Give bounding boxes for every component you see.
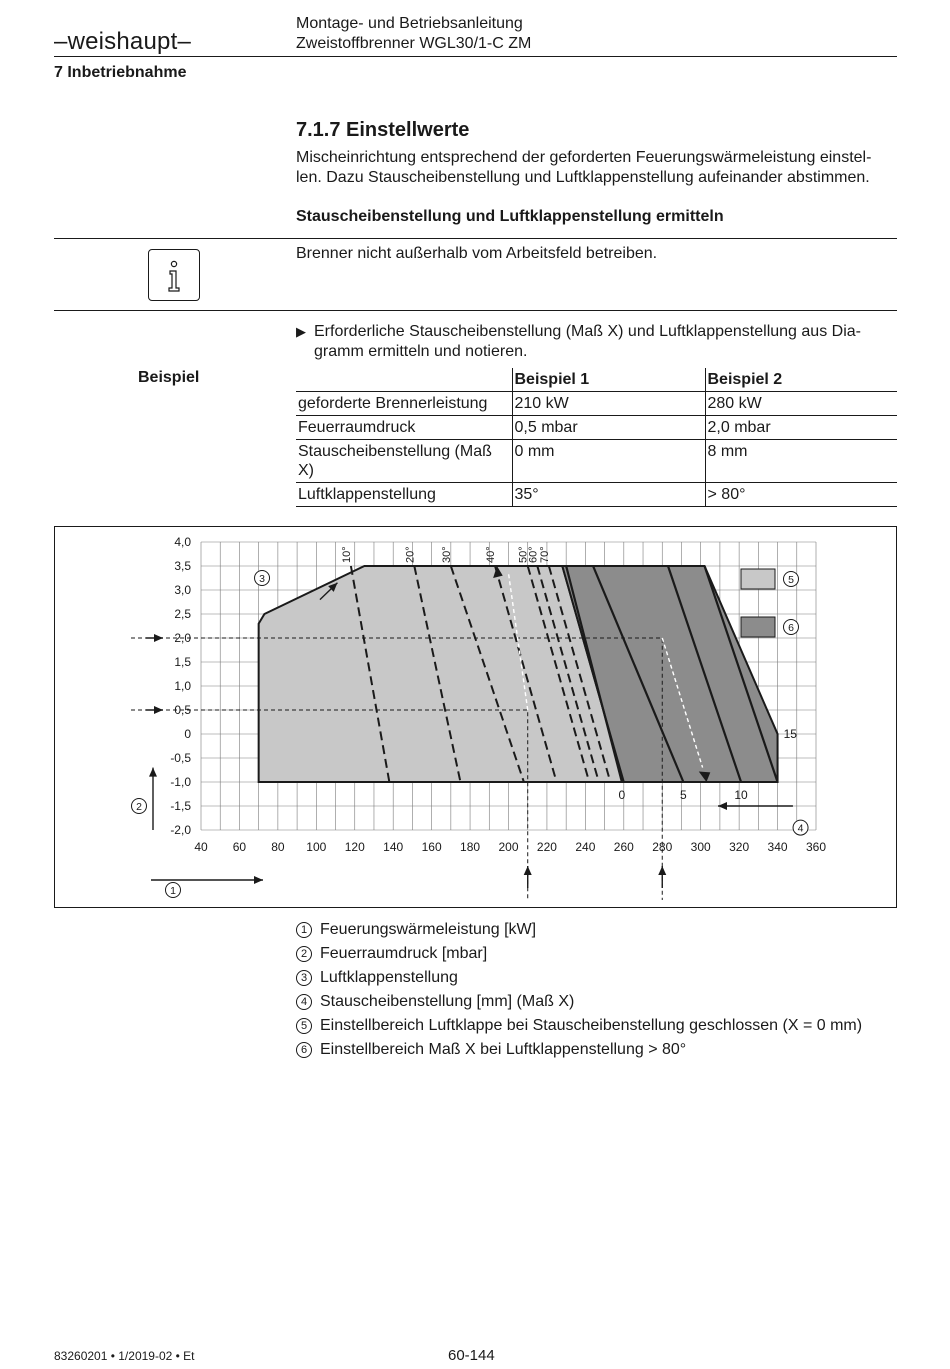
callout-number: 2 [136,801,142,813]
header-divider [54,56,897,57]
x-tick-label: 320 [729,840,750,854]
input-arrow-pressure1-head [154,706,163,714]
y-tick-label: 2,5 [174,607,191,621]
input-arrow-power2-head [658,866,666,875]
x-tick-label: 360 [805,840,827,854]
damper-angle-label: 60° [527,546,540,563]
x-tick-label: 240 [575,840,596,854]
x-tick-label: 80 [271,840,285,854]
document-title-line2: Zweistoffbrenner WGL30/1-C ZM [296,35,532,52]
callout-number: 5 [788,574,794,586]
x-tick-label: 200 [498,840,519,854]
legend-text: Einstellbereich Luftklappe bei Stauscheibenstellung geschlossen (X = 0 mm) [320,1017,863,1034]
legend-text: Einstellbereich Maß X bei Luftklappenstellung > 80° [320,1041,687,1058]
legend-item [296,966,862,990]
table-cell: 2,0 mbar [705,416,897,440]
table-cell: Stauscheibenstellung (Maß X) [298,443,492,479]
y-tick-label: 1,5 [174,655,191,669]
table-row [296,416,897,440]
table-cell: Feuerraumdruck [298,419,416,436]
working-field-chart [55,527,898,909]
input-arrow-pressure2-head [154,634,163,642]
diffuser-position-label: 10 [734,788,748,802]
y-tick-label: 0 [184,727,191,741]
table-cell: 0 mm [512,440,705,483]
x-tick-label: 40 [194,840,208,854]
input-arrow-power1-head [524,866,532,875]
legend-number: 1 [296,922,312,938]
legend-swatch [741,569,775,589]
callout-number: 4 [797,822,804,835]
legend-number: 3 [296,970,312,986]
callout-number: 6 [788,622,794,634]
table-cell: 210 kW [512,392,705,416]
y-tick-label: -2,0 [170,823,191,837]
x-tick-label: 220 [536,840,557,854]
table-cell: 35° [512,483,705,507]
callout-number: 1 [170,885,176,897]
example-label: Beispiel [138,369,200,386]
legend-swatch [741,617,775,637]
table-cell: Luftklappenstellung [298,486,436,503]
working-field-diagram [54,526,897,908]
x-tick-label: 180 [460,840,481,854]
callout-number: 3 [259,573,265,585]
table-row [296,392,897,416]
y-tick-label: 0,5 [174,703,191,717]
x-tick-label: 300 [690,840,711,854]
table-cell: 0,5 mbar [512,416,705,440]
table-cell: 8 mm [705,440,897,483]
document-title-line1: Montage- und Betriebsanleitung [296,15,523,32]
x-tick-label: 260 [613,840,634,854]
diffuser-position-label: 15 [783,727,797,741]
intro-paragraph: Mischeinrichtung entsprechend der geforderten Feuerungswärmeleistung einstel-len. Dazu Stauscheibenstellung und Luftklappenstellung aufeinander abstimmen. [296,149,872,186]
legend-number: 4 [296,994,312,1010]
legend-item [296,918,862,942]
table-header-cell [296,368,512,392]
legend-text: Luftklappenstellung [320,969,458,986]
damper-angle-label: 30° [440,546,453,563]
x-tick-label: 100 [306,840,327,854]
legend [296,918,862,1062]
instruction-step [296,322,886,362]
x-tick-label: 280 [652,840,673,854]
y-tick-label: 2,0 [174,631,191,645]
x-tick-label: 60 [232,840,247,854]
y-tick-label: -1,0 [170,775,191,789]
table-cell: geforderte Brennerleistung [298,395,488,412]
weishaupt-logo: –weishaupt– [54,28,191,55]
y-tick-label: 3,5 [174,559,191,573]
legend-item [296,990,862,1014]
y-tick-label: 3,0 [174,583,191,597]
example-table [296,368,897,507]
table-header-row [296,368,897,392]
damper-angle-label: 20° [404,546,417,563]
damper-angle-label: 10° [340,546,353,563]
legend-text: Stauscheibenstellung [mm] (Maß X) [320,993,575,1010]
section-title: 7.1.7 Einstellwerte [296,119,470,141]
info-icon [148,249,200,301]
x-tick-label: 120 [344,840,365,854]
info-rule-bottom [54,310,897,311]
y-tick-label: 4,0 [174,535,191,549]
x-axis-direction-arrow-head [254,876,263,884]
table-header-cell: Beispiel 1 [512,368,705,392]
table-row [296,440,897,483]
diffuser-position-label: 0 [618,788,626,802]
table-row [296,483,897,507]
damper-angle-label: 70° [538,546,551,563]
chapter-heading: 7 Inbetriebnahme [54,64,187,81]
subheading: Stauscheibenstellung und Luftklappenstellung ermitteln [296,208,724,225]
bullet-arrow-icon: ▶ [296,324,306,339]
y-axis-direction-arrow-head [149,768,157,777]
footer-page-number: 60-144 [448,1347,495,1364]
legend-number: 2 [296,946,312,962]
y-tick-label: -1,5 [170,799,191,813]
diffuser-direction-arrow-head [718,802,727,810]
diffuser-position-label: 5 [680,788,687,802]
table-cell: > 80° [705,483,897,507]
x-tick-label: 160 [421,840,442,854]
damper-angle-label: 40° [485,546,498,563]
info-rule-top [54,238,897,239]
x-tick-label: 340 [767,840,788,854]
table-header-cell: Beispiel 2 [705,368,897,392]
document-title [296,14,531,54]
instruction-text: Erforderliche Stauscheibenstellung (Maß X) und Luftklappenstellung aus Dia-gramm ermitteln und notieren. [314,323,861,360]
y-tick-label: -0,5 [170,751,191,765]
info-text: Brenner nicht außerhalb vom Arbeitsfeld betreiben. [296,245,658,262]
legend-item [296,942,862,966]
legend-text: Feuerungswärmeleistung [kW] [320,921,537,938]
legend-item [296,1014,862,1038]
legend-number: 6 [296,1042,312,1058]
legend-text: Feuerraumdruck [mbar] [320,945,488,962]
legend-number: 5 [296,1018,312,1034]
footer-document-code: 83260201 • 1/2019-02 • Et [54,1349,195,1363]
table-cell: 280 kW [705,392,897,416]
y-tick-label: 1,0 [174,679,191,693]
legend-item [296,1038,862,1062]
damper-angle-label: 50° [517,546,530,563]
x-tick-label: 140 [383,840,404,854]
